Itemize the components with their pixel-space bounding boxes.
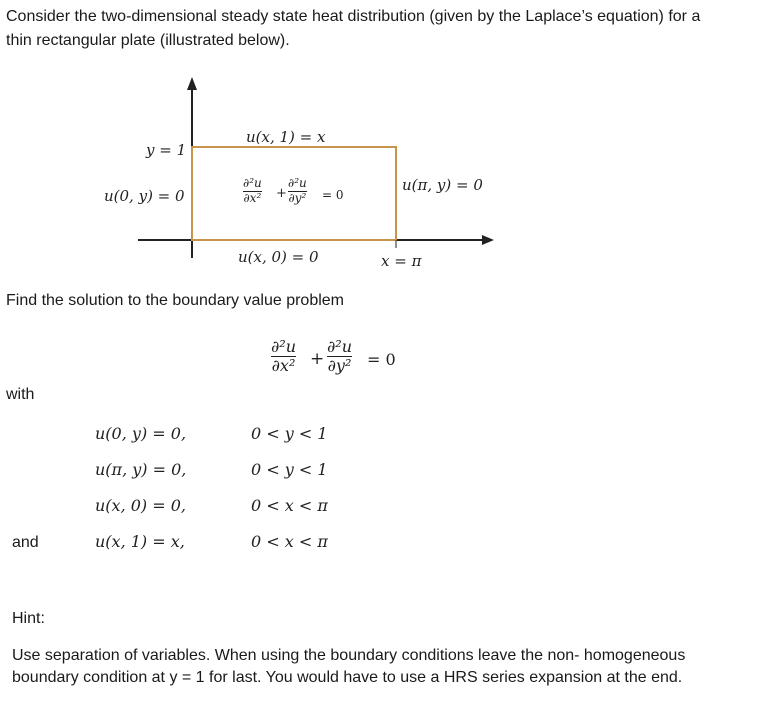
plate-pde-fraction-y: ∂²u ∂y²	[288, 176, 307, 205]
y-axis-arrowhead	[187, 77, 197, 90]
main-pde-fraction-x: ∂²u ∂x²	[271, 337, 296, 376]
y-equals-1-label: y = 1	[146, 141, 187, 159]
top-boundary-label: u(x, 1) = x	[246, 128, 326, 146]
x-axis-arrowhead	[482, 235, 494, 245]
main-pde-equals: = 0	[367, 350, 396, 369]
bc-left-range: 0 < y < 1	[251, 424, 328, 443]
main-pde-plus: +	[310, 349, 325, 369]
plate-pde-equals: = 0	[322, 188, 344, 202]
bc-bottom: u(x, 0) = 0,	[95, 496, 187, 515]
bc-left: u(0, y) = 0,	[95, 424, 187, 443]
bc-top-range: 0 < x < π	[251, 532, 328, 551]
x-equals-pi-label: x = π	[381, 252, 422, 270]
bc-top: u(x, 1) = x,	[95, 532, 185, 551]
hint-line-1: Use separation of variables. When using the boundary conditions leave the non- homogeneous	[12, 647, 686, 664]
main-pde-fraction-y: ∂²u ∂y²	[327, 337, 352, 376]
right-boundary-label: u(π, y) = 0	[402, 176, 483, 194]
find-solution-text: Find the solution to the boundary value problem	[6, 292, 344, 309]
intro-line-1: Consider the two-dimensional steady state heat distribution (given by the Laplace’s equation) for a	[6, 8, 701, 25]
plate-pde-fraction-x: ∂²u ∂x²	[243, 176, 262, 205]
bc-right-range: 0 < y < 1	[251, 460, 328, 479]
hint-line-2: boundary condition at y = 1 for last. You would have to use a HRS series expansion at the end.	[12, 669, 683, 686]
bottom-boundary-label: u(x, 0) = 0	[238, 248, 319, 266]
bc-bottom-range: 0 < x < π	[251, 496, 328, 515]
with-label: with	[6, 386, 35, 403]
plate-pde-plus: +	[276, 186, 287, 201]
hint-title: Hint:	[12, 610, 45, 627]
intro-line-2: thin rectangular plate (illustrated below).	[6, 32, 290, 49]
left-boundary-label: u(0, y) = 0	[104, 187, 185, 205]
bc-right: u(π, y) = 0,	[95, 460, 187, 479]
and-label: and	[12, 534, 39, 551]
